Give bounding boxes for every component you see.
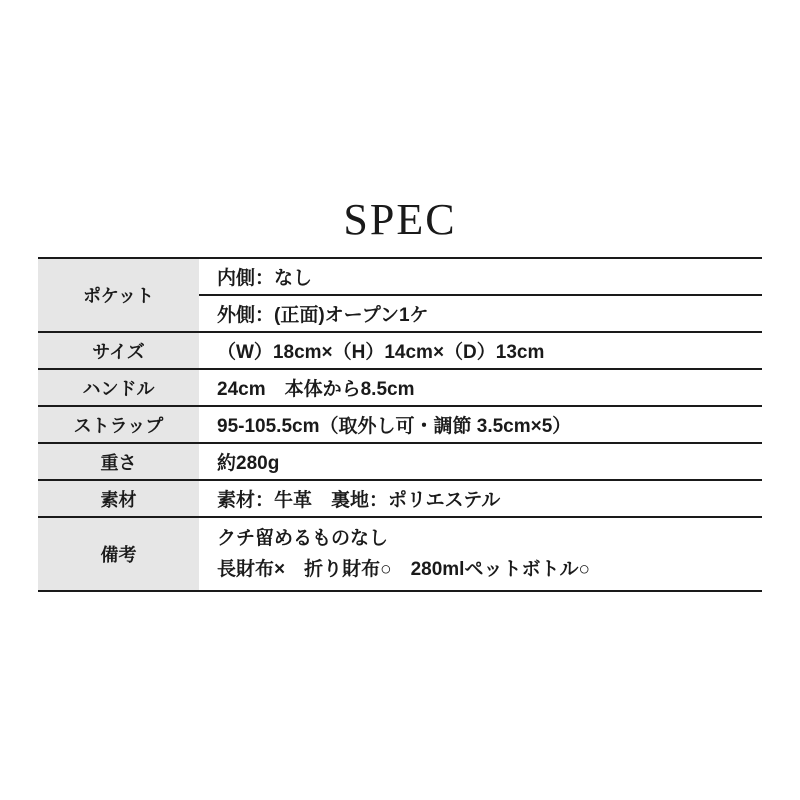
handle-value: 24cm 本体から8.5cm [199,369,762,406]
material-value: 素材：牛革 裏地：ポリエステル [199,480,762,517]
weight-value: 約280g [199,443,762,480]
page-title: SPEC [343,195,457,244]
row-header-weight: 重さ [38,443,199,480]
table-row-strap [38,406,762,443]
notes-value [199,517,762,591]
row-header-notes: 備考 [38,517,199,591]
spec-table [38,257,762,592]
table-row-handle [38,369,762,406]
row-header-material: 素材 [38,480,199,517]
notes-line-capacity: 長財布× 折り財布○ 280mlペットボトル○ [217,559,590,580]
table-row-material [38,480,762,517]
notes-line-closure: クチ留めるものなし [217,528,389,549]
pocket-inner-value: 内側：なし [199,258,762,295]
row-header-size: サイズ [38,332,199,369]
table-row-notes [38,517,762,591]
strap-value: 95-105.5cm（取外し可・調節 3.5cm×5） [199,406,762,443]
row-header-strap: ストラップ [38,406,199,443]
pocket-outer-value: 外側：(正面)オープン1ケ [199,295,762,332]
row-header-pocket: ポケット [38,258,199,332]
size-value: （W）18cm×（H）14cm×（D）13cm [199,332,762,369]
table-row-weight [38,443,762,480]
table-row-size [38,332,762,369]
row-header-handle: ハンドル [38,369,199,406]
table-row-pocket-inner [38,258,762,295]
